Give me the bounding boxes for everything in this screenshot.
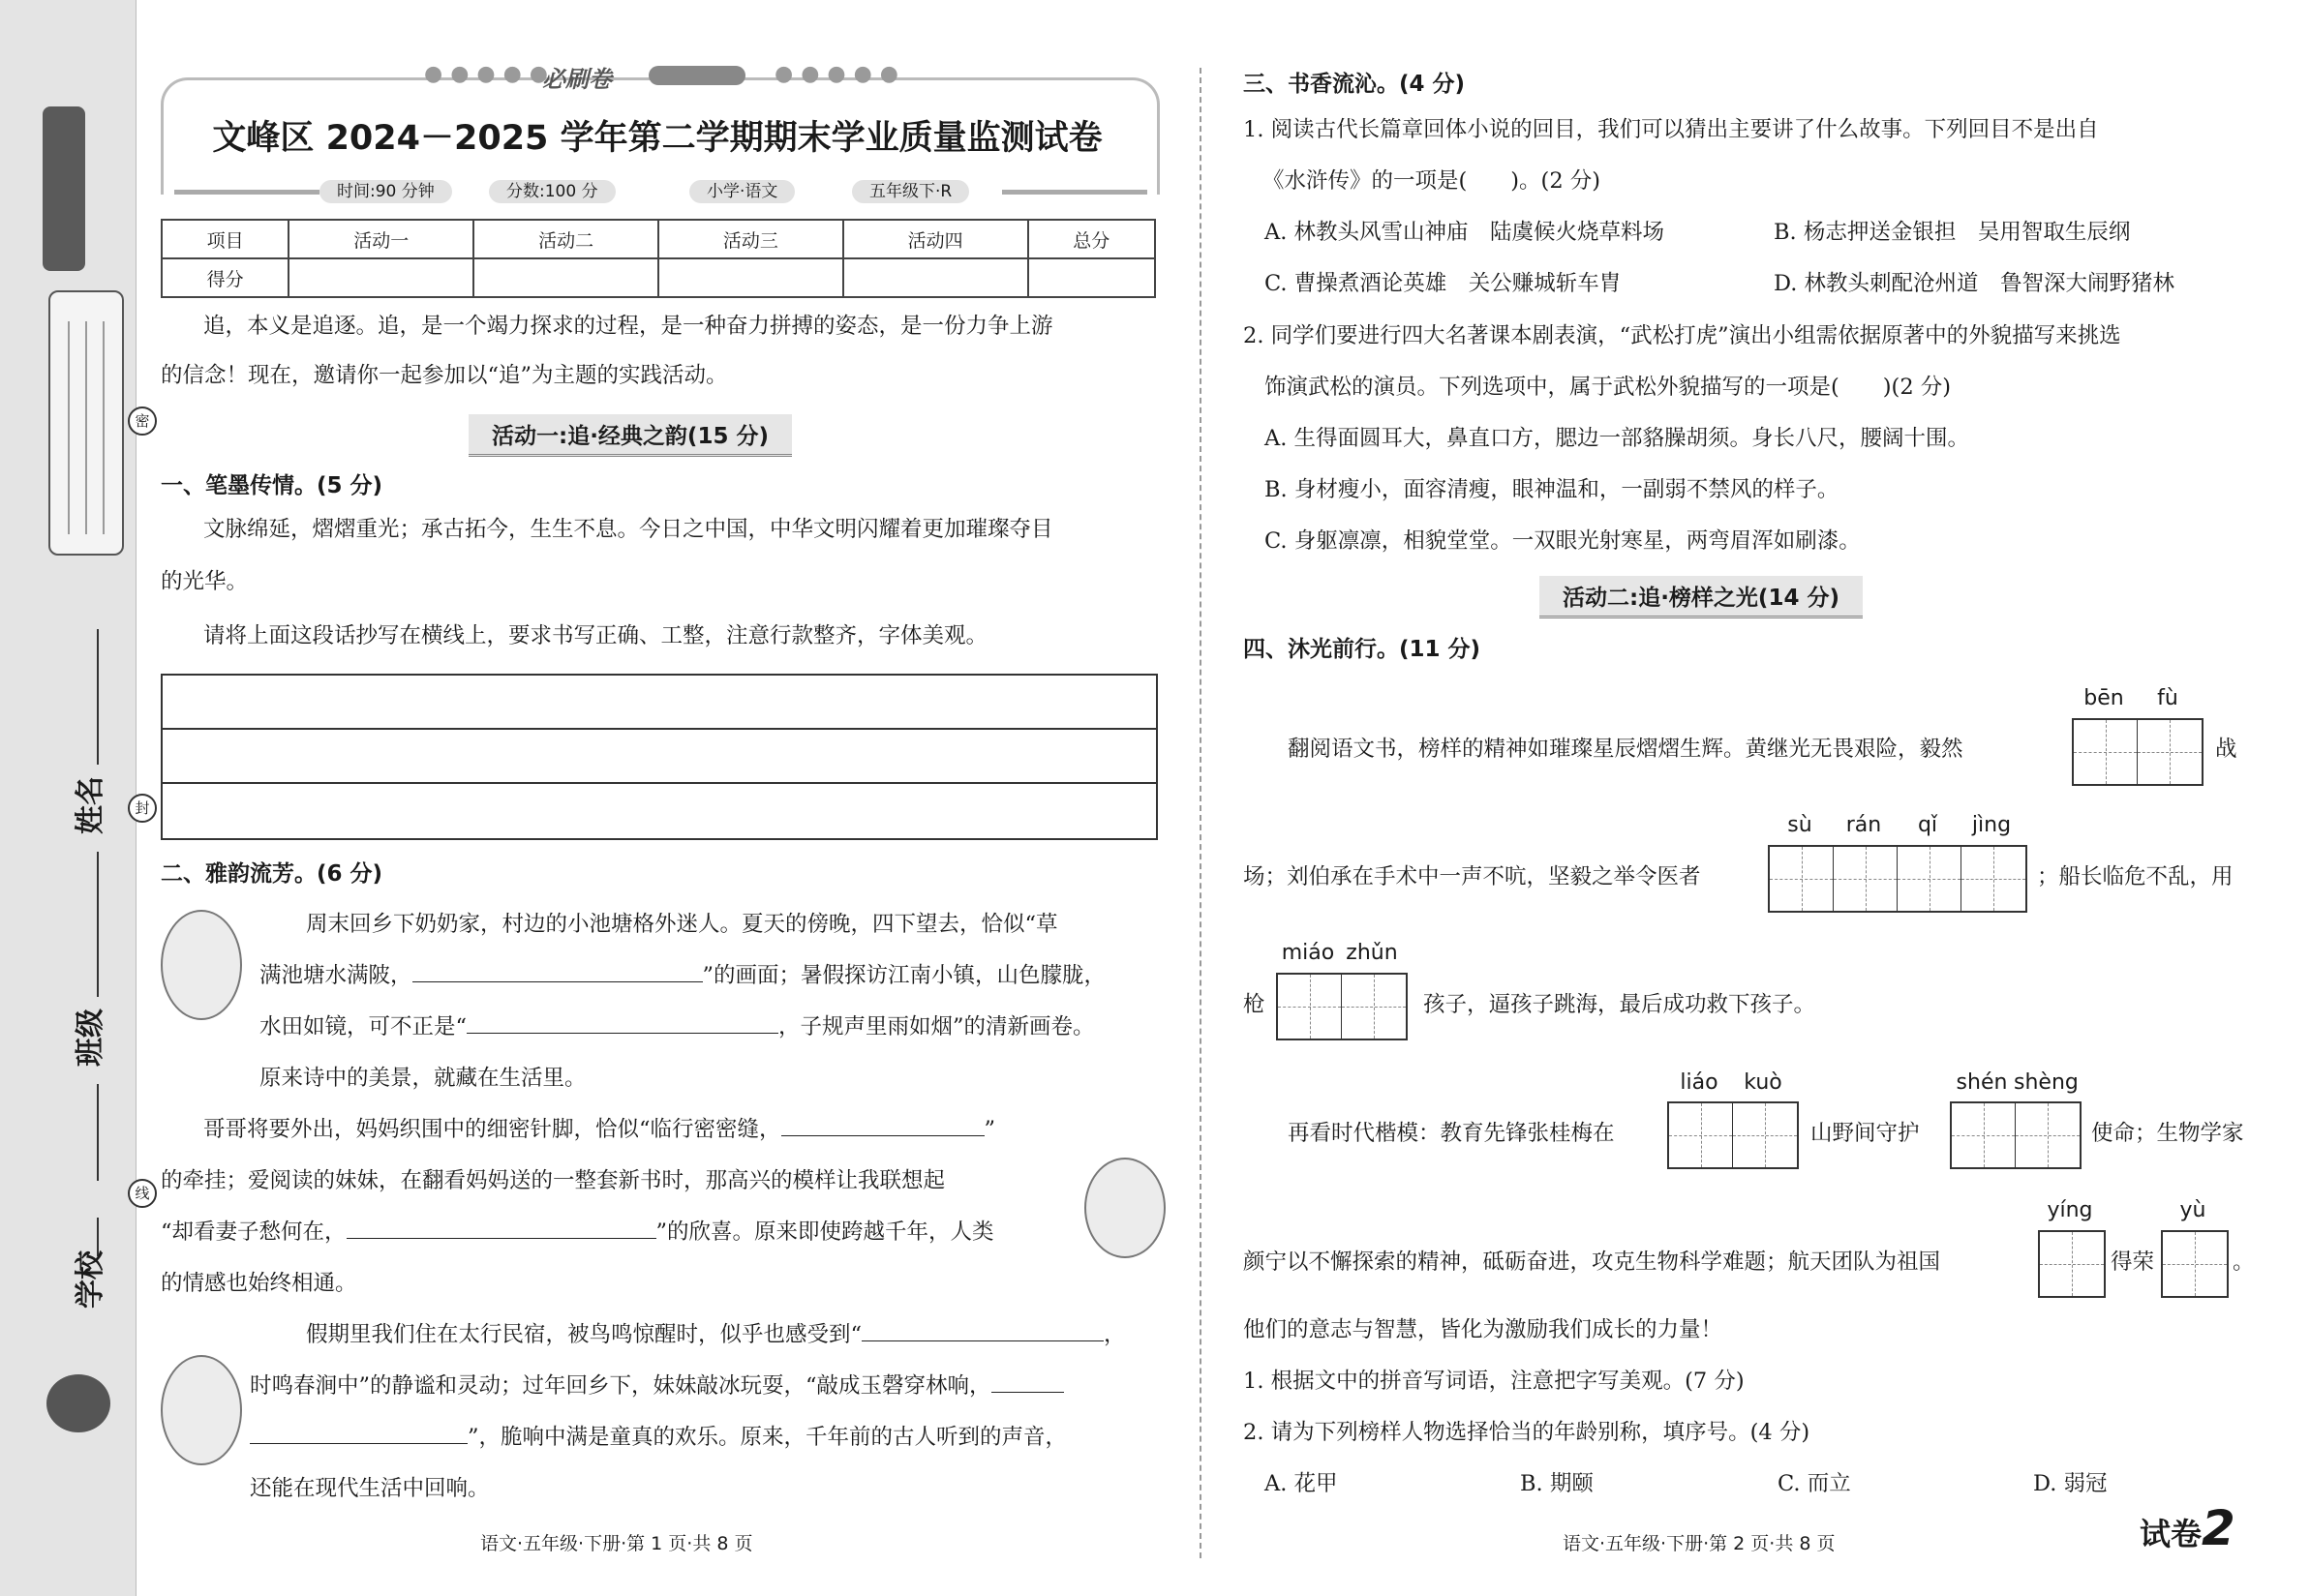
option[interactable]: B. 期颐 (1520, 1471, 1594, 1496)
rules-line (68, 321, 70, 534)
boy-illustration (1084, 1158, 1166, 1258)
grid-cell[interactable] (1898, 847, 1961, 911)
grid-cell[interactable] (1961, 847, 2025, 911)
pinyin: qǐ (1917, 813, 1938, 837)
activity-banner: 活动一:追·经典之韵(15 分) (469, 414, 792, 457)
seal-feng: 封 (128, 794, 157, 823)
score-table (161, 219, 1156, 298)
paper-mark-number: 2 (2202, 1500, 2235, 1556)
poem-blank[interactable] (412, 960, 703, 982)
writing-grid[interactable] (2038, 1230, 2106, 1298)
pinyin: shén (1956, 1070, 2008, 1095)
exam-title: 文峰区 2024－2025 学年第二学期期末学业质量监测试卷 (212, 119, 1103, 158)
passage-text: 颜宁以不懈探索的精神，砥砺奋进，攻克生物科学难题；航天团队为祖国 (1243, 1250, 1941, 1275)
paragraph-line: 的牵挂；爱阅读的妹妹，在翻看妈妈送的一整套新书时，那高兴的模样让我联想起 (161, 1168, 946, 1193)
paragraph-line (259, 1010, 1095, 1043)
pinyin: fù (2157, 686, 2178, 710)
score-cell[interactable] (289, 258, 473, 297)
text: ” (984, 1117, 996, 1142)
text: ， (1104, 1322, 1126, 1347)
seal-mi: 密 (128, 407, 157, 436)
writing-grid[interactable] (2072, 718, 2204, 786)
rules-line (85, 321, 87, 534)
text: 哥哥将要外出，妈妈织围中的细密针脚，恰似“临行密密缝， (203, 1117, 781, 1142)
paragraph-line: 文脉绵延，熠熠重光；承古拓今，生生不息。今日之中国，中华文明闪耀着更加璀璨夺目 (203, 517, 1053, 542)
paragraph-line (203, 1113, 995, 1146)
dots-decoration: ●●●●● (775, 62, 906, 86)
pinyin: bēn (2083, 686, 2124, 710)
class-label: 班级 (74, 1009, 107, 1067)
table-row (162, 258, 1155, 297)
copy-writing-box[interactable] (161, 674, 1158, 840)
option[interactable]: A. 花甲 (1264, 1471, 1338, 1496)
option[interactable]: D. 弱冠 (2033, 1471, 2108, 1496)
passage-text: 再看时代楷模：教育先锋张桂梅在 (1288, 1121, 1615, 1146)
pinyin: zhǔn (1346, 941, 1398, 965)
passage-text: 使命；生物学家 (2091, 1121, 2244, 1146)
option[interactable]: A. 生得面圆耳大，鼻直口方，腮边一部貉臊胡须。身长八尺，腰阔十围。 (1264, 426, 1970, 451)
passage-text: 枪 (1243, 992, 1265, 1017)
pinyin: kuò (1744, 1070, 1782, 1095)
pinyin: yíng (2047, 1198, 2093, 1222)
name-label: 姓名 (74, 776, 107, 834)
poem-blank[interactable] (347, 1217, 656, 1239)
poem-blank[interactable] (862, 1319, 1104, 1341)
question-line: 饰演武松的演员。下列选项中，属于武松外貌描写的一项是( )(2 分) (1264, 375, 1952, 400)
publisher-badge (649, 66, 745, 85)
paragraph-line: 的情感也始终相通。 (161, 1271, 357, 1296)
writing-grid[interactable] (2161, 1230, 2229, 1298)
table-header: 活动四 (843, 220, 1028, 258)
text: ”，脆响中满是童真的欢乐。原来，千年前的古人听到的声音， (468, 1425, 1068, 1450)
header-rule (174, 190, 319, 195)
meta-subject: 小学·语文 (689, 180, 795, 203)
option[interactable]: D. 林教头刺配沧州道 鲁智深大闹野猪林 (1774, 271, 2175, 296)
passage-text: 翻阅语文书，榜样的精神如璀璨星辰熠熠生辉。黄继光无畏艰险，毅然 (1288, 737, 1963, 762)
name-line[interactable] (97, 629, 99, 765)
rules-line (103, 321, 105, 534)
grid-cell[interactable] (2138, 720, 2202, 784)
writing-grid[interactable] (1667, 1101, 1799, 1169)
paper-number (2140, 1500, 2235, 1556)
passage-text: 场；刘伯承在手术中一声不吭，坚毅之举令医者 (1243, 864, 1701, 889)
meta-score: 分数:100 分 (489, 180, 616, 203)
score-cell[interactable] (1028, 258, 1155, 297)
pinyin: liáo (1680, 1070, 1718, 1095)
row-label: 得分 (162, 258, 289, 297)
option[interactable]: C. 身躯凛凛，相貌堂堂。一双眼光射寒星，两弯眉浑如刷漆。 (1264, 528, 1861, 554)
text: ，子规声里雨如烟”的清新画卷。 (778, 1014, 1095, 1039)
poem-blank[interactable] (250, 1422, 468, 1444)
question-line: 2. 同学们要进行四大名著课本剧表演，“武松打虎”演出小组需依据原著中的外貌描写来挑选 (1243, 323, 2121, 348)
text: 水田如镜，可不正是“ (259, 1014, 468, 1039)
passage-text: 。 (2233, 1250, 2255, 1275)
table-header: 活动三 (658, 220, 843, 258)
table-header: 活动二 (473, 220, 658, 258)
grid-cell[interactable] (1278, 975, 1342, 1039)
girl-illustration (161, 910, 242, 1020)
pinyin: rán (1845, 813, 1882, 837)
writing-grid[interactable] (1768, 845, 2027, 913)
poem-blank[interactable] (991, 1370, 1064, 1393)
option[interactable]: A. 林教头风雪山神庙 陆虞候火烧草料场 (1264, 220, 1665, 245)
school-line[interactable] (97, 1084, 99, 1181)
option[interactable]: B. 身材瘦小，面容清瘦，眼神温和，一副弱不禁风的样子。 (1264, 477, 1839, 502)
paper-mark-label: 试卷 (2140, 1516, 2203, 1552)
pinyin: jìng (1971, 813, 2012, 837)
text: “却看妻子愁何在， (161, 1220, 347, 1245)
writing-grid[interactable] (1950, 1101, 2082, 1169)
table-header: 项目 (162, 220, 289, 258)
pinyin: sù (1787, 813, 1812, 837)
score-cell[interactable] (658, 258, 843, 297)
question-line: 1. 根据文中的拼音写词语，注意把字写美观。(7 分) (1243, 1369, 1745, 1394)
option[interactable]: C. 曹操煮酒论英雄 关公赚城斩车胄 (1264, 271, 1622, 296)
text: ”的欣喜。原来即使跨越千年，人类 (655, 1220, 994, 1245)
intro-line: 追，本义是追逐。追，是一个竭力探求的过程，是一种奋力拼搏的姿态，是一份力争上游 (203, 314, 1053, 339)
dots-decoration: ●●●●● (424, 62, 556, 86)
pinyin: yù (2179, 1198, 2206, 1222)
publisher-logo (46, 1374, 110, 1432)
option[interactable]: C. 而立 (1778, 1471, 1851, 1496)
paragraph-line (250, 1421, 1067, 1454)
writing-grid[interactable] (1276, 973, 1408, 1040)
table-header: 活动一 (289, 220, 473, 258)
passage-text: 他们的意志与智慧，皆化为激励我们成长的力量！ (1243, 1317, 1723, 1342)
writing-row[interactable] (163, 730, 1156, 784)
pinyin: miáo (1281, 941, 1335, 965)
writing-row[interactable] (163, 784, 1156, 838)
meta-grade: 五年级下·R (852, 180, 969, 203)
passage-text: 山野间守护 (1810, 1121, 1920, 1146)
girl-illustration (161, 1355, 242, 1465)
grid-cell[interactable] (2074, 720, 2138, 784)
pinyin: shèng (2014, 1070, 2079, 1095)
question-line: 2. 请为下列榜样人物选择恰当的年龄别称，填序号。(4 分) (1243, 1420, 1810, 1445)
passage-text: ；船长临危不乱，用 (2037, 864, 2234, 889)
grid-cell[interactable] (1834, 847, 1898, 911)
brand-logo (43, 106, 85, 271)
text: 时鸣春涧中”的静谧和灵动；过年回乡下，妹妹敲冰玩耍，“敲成玉磬穿林响， (250, 1373, 991, 1399)
grid-cell[interactable] (2016, 1103, 2080, 1167)
grid-cell[interactable] (1952, 1103, 2016, 1167)
table-header: 总分 (1028, 220, 1155, 258)
grid-cell[interactable] (2163, 1232, 2227, 1296)
text: 假期里我们住在太行民宿，被鸟鸣惊醒时，似乎也感受到“ (306, 1322, 863, 1347)
paragraph-line: 还能在现代生活中回响。 (250, 1476, 490, 1501)
page-footer: 语文·五年级·下册·第 1 页·共 8 页 (480, 1533, 753, 1554)
header-rule (1002, 190, 1147, 195)
poem-blank[interactable] (781, 1114, 985, 1136)
paragraph-line: 原来诗中的美景，就藏在生活里。 (259, 1066, 587, 1091)
task-text: 请将上面这段话抄写在横线上，要求书写正确、工整，注意行款整齐，字体美观。 (203, 623, 988, 648)
page-footer: 语文·五年级·下册·第 2 页·共 8 页 (1563, 1533, 1836, 1554)
class-line[interactable] (97, 852, 99, 997)
intro-line: 的信念！现在，邀请你一起参加以“追”为主题的实践活动。 (161, 363, 728, 388)
grid-cell[interactable] (1770, 847, 1834, 911)
grid-cell[interactable] (1733, 1103, 1797, 1167)
exam-rules-box (48, 290, 124, 556)
poem-blank[interactable] (467, 1011, 778, 1034)
passage-text: 战 (2215, 737, 2237, 762)
paragraph-line (250, 1370, 1064, 1402)
text: ”的画面；暑假探访江南小镇，山色朦胧， (702, 963, 1107, 988)
grid-cell[interactable] (1342, 975, 1406, 1039)
score-cell[interactable] (473, 258, 658, 297)
activity-banner: 活动二:追·榜样之光(14 分) (1539, 576, 1863, 618)
paragraph-line: 周末回乡下奶奶家，村边的小池塘格外迷人。夏天的傍晚，四下望去，恰似“草 (306, 912, 1058, 937)
section-title: 三、书香流沁。(4 分) (1243, 72, 1466, 97)
section-title: 四、沐光前行。(11 分) (1243, 637, 1481, 662)
school-label: 学校 (74, 1250, 107, 1309)
paragraph-line: 的光华。 (161, 569, 249, 594)
question-line: 1. 阅读古代长篇章回体小说的回目，我们可以猜出主要讲了什么故事。下列回目不是出自 (1243, 117, 2099, 142)
section-title: 二、雅韵流芳。(6 分) (161, 861, 383, 887)
meta-time: 时间:90 分钟 (319, 180, 452, 203)
table-row (162, 220, 1155, 258)
text: 满池塘水满陂， (259, 963, 412, 988)
paragraph-line (259, 959, 1106, 992)
option[interactable]: B. 杨志押送金银担 吴用智取生辰纲 (1774, 220, 2131, 245)
badge: 必刷卷 (542, 66, 612, 93)
section-title: 一、笔墨传情。(5 分) (161, 473, 383, 498)
seal-xian: 线 (128, 1179, 157, 1208)
question-line: 《水浒传》的一项是( )。(2 分) (1262, 168, 1601, 194)
passage-text: 孩子，逼孩子跳海，最后成功救下孩子。 (1423, 992, 1816, 1017)
score-cell[interactable] (843, 258, 1028, 297)
writing-row[interactable] (163, 676, 1156, 730)
passage-text: 得荣 (2111, 1250, 2155, 1275)
grid-cell[interactable] (2040, 1232, 2104, 1296)
paragraph-line (306, 1318, 1126, 1351)
paragraph-line (161, 1216, 994, 1249)
grid-cell[interactable] (1669, 1103, 1733, 1167)
page-divider (1200, 68, 1201, 1558)
